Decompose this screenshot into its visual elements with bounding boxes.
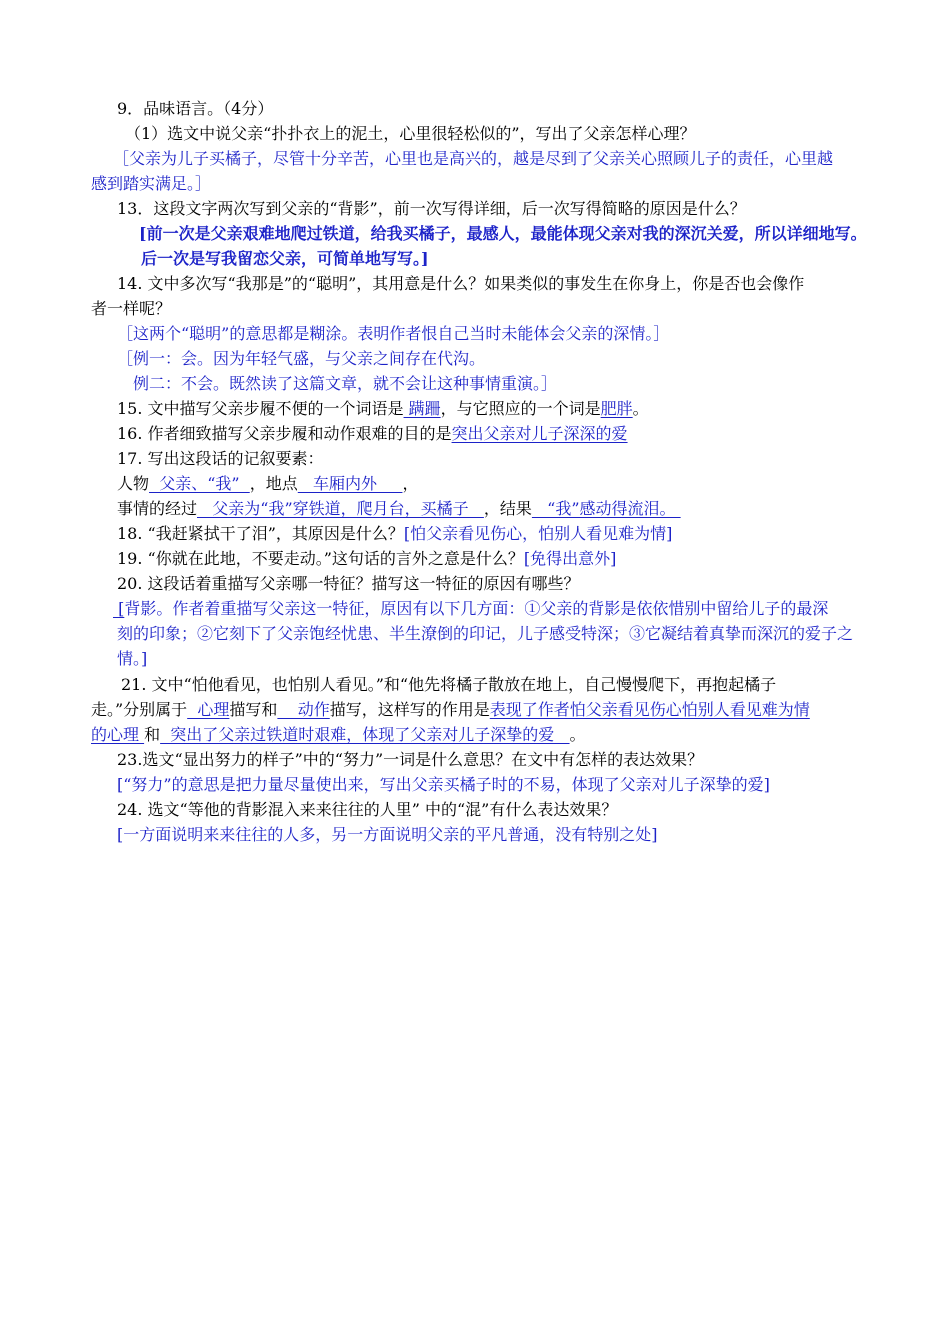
q21-prefix: 走。”分别属于	[91, 700, 188, 719]
q16-prefix: 16. 作者细致描写父亲步履和动作艰难的目的是	[117, 424, 452, 443]
q15-blank-1: 蹒跚	[403, 399, 441, 418]
q21-blank-3: 突出了父亲过铁道时艰难，体现了父亲对儿子深挚的爱	[160, 725, 570, 744]
q24-answer: [一方面说明来来往往的人多，另一方面说明父亲的平凡普通，没有特别之处]	[117, 825, 658, 844]
q9-answer-line2: 感到踏实满足。］	[91, 174, 212, 193]
q14-question-line2: 者一样呢？	[91, 299, 172, 318]
q9-answer-line1: ［父亲为儿子买橘子，尽管十分辛苦，心里也是高兴的，越是尽到了父亲关心照顾儿子的责任，心里越	[113, 149, 834, 168]
q21-line3	[91, 723, 586, 747]
q21-mid-2: 描写，这样写的作用是	[329, 700, 490, 719]
q17-people-value: 父亲、“我”	[149, 474, 250, 493]
q9-title: 9．品味语言。（4分）	[117, 99, 274, 118]
q14-question-line1: 14. 文中多次写“我那是”的“聪明”，其用意是什么？如果类似的事发生在你身上，你是否也会像作	[117, 274, 805, 293]
q20-answer-line2: 刻的印象；②它刻下了父亲饱经忧患、半生潦倒的印记，儿子感受特深；③它凝结着真挚而深沉的爱子之	[117, 624, 854, 643]
q17-result-label: ，结果	[483, 499, 532, 518]
q14-answer-3: 例二：不会。既然读了这篇文章，就不会让这种事情重演。］	[133, 374, 558, 393]
q17-event-result	[117, 497, 681, 521]
q21-blank-1: 心理	[187, 700, 230, 719]
q16-answer: 突出父亲对儿子深深的爱	[451, 424, 628, 443]
q13-answer-line1: [前一次是父亲艰难地爬过铁道，给我买橘子，最感人，最能体现父亲对我的深沉关爱，所以详细地写。	[139, 224, 867, 243]
q21-blank-2: 动作	[277, 700, 330, 719]
q18-line	[117, 522, 672, 546]
q16-line	[117, 422, 628, 446]
q20-answer-blank: [	[113, 599, 125, 618]
q17-event-value: 父亲为“我”穿铁道，爬月台，买橘子	[197, 499, 484, 518]
q21-line1: 21. 文中“怕他看见，也怕别人看见。”和“他先将橘子散放在地上，自己慢慢爬下，再抱起橘子	[121, 675, 777, 694]
q17-event-label: 事情的经过	[117, 499, 198, 518]
q21-answer-part2: 的心理	[91, 725, 145, 744]
q15-mid: ，与它照应的一个词是	[440, 399, 601, 418]
q14-answer-1: ［这两个“聪明”的意思都是糊涂。表明作者恨自己当时未能体会父亲的深情。］	[117, 324, 670, 343]
q9-sub-question: （1）选文中说父亲“扑扑衣上的泥土，心里很轻松似的”，写出了父亲怎样心理？	[125, 124, 696, 143]
q15-line	[117, 397, 649, 421]
q19-line	[117, 547, 616, 571]
q21-line2	[91, 698, 810, 722]
q17-people-place	[117, 472, 418, 496]
q20-answer-text1: 背影。作者着重描写父亲这一特征，原因有以下几方面：①父亲的背影是依依惜别中留给儿子的最深	[124, 599, 829, 618]
q13-answer-line2: 后一次是写我留恋父亲，可简单地写写。]	[141, 249, 429, 268]
q20-question: 20. 这段话着重描写父亲哪一特征？描写这一特征的原因有哪些？	[117, 574, 580, 593]
q21-and: 和	[144, 725, 161, 744]
q17-result-value: “我”感动得流泪。	[531, 499, 681, 518]
q24-question: 24. 选文“等他的背影混入来来往往的人里” 中的“混”有什么表达效果？	[117, 800, 618, 819]
q21-answer-part1: 表现了作者怕父亲看见伤心怕别人看见难为情	[489, 700, 810, 719]
q15-suffix: 。	[632, 399, 649, 418]
q17-place-end: ，	[402, 474, 419, 493]
q15-prefix: 15. 文中描写父亲步履不便的一个词语是	[117, 399, 404, 418]
q18-question: 18. “我赶紧拭干了泪”，其原因是什么？	[117, 524, 404, 543]
q19-question: 19. “你就在此地，不要走动。”这句话的言外之意是什么？	[117, 549, 524, 568]
q23-question: 23.选文“显出努力的样子”中的“努力”一词是什么意思？在文中有怎样的表达效果？	[117, 750, 704, 769]
q15-blank-2: 肥胖	[600, 399, 633, 418]
q21-end: 。	[569, 725, 586, 744]
q19-answer: [免得出意外]	[523, 549, 617, 568]
q17-title: 17. 写出这段话的记叙要素：	[117, 449, 324, 468]
q17-people-label: 人物	[117, 474, 150, 493]
q23-answer: [“努力”的意思是把力量尽量使出来，写出父亲买橘子时的不易，体现了父亲对儿子深挚的爱]	[117, 775, 770, 794]
q20-answer-line3: 情。]	[117, 649, 148, 668]
q17-place-value: 车厢内外	[297, 474, 403, 493]
q20-answer-line1	[113, 597, 828, 621]
q18-answer: [怕父亲看见伤心，怕别人看见难为情]	[403, 524, 673, 543]
q17-place-label: ，地点	[249, 474, 298, 493]
q14-answer-2: ［例一：会。因为年轻气盛，与父亲之间存在代沟。	[117, 349, 486, 368]
q13-question: 13．这段文字两次写到父亲的“背影”，前一次写得详细，后一次写得简略的原因是什么？	[117, 199, 746, 218]
q21-mid-1: 描写和	[229, 700, 278, 719]
